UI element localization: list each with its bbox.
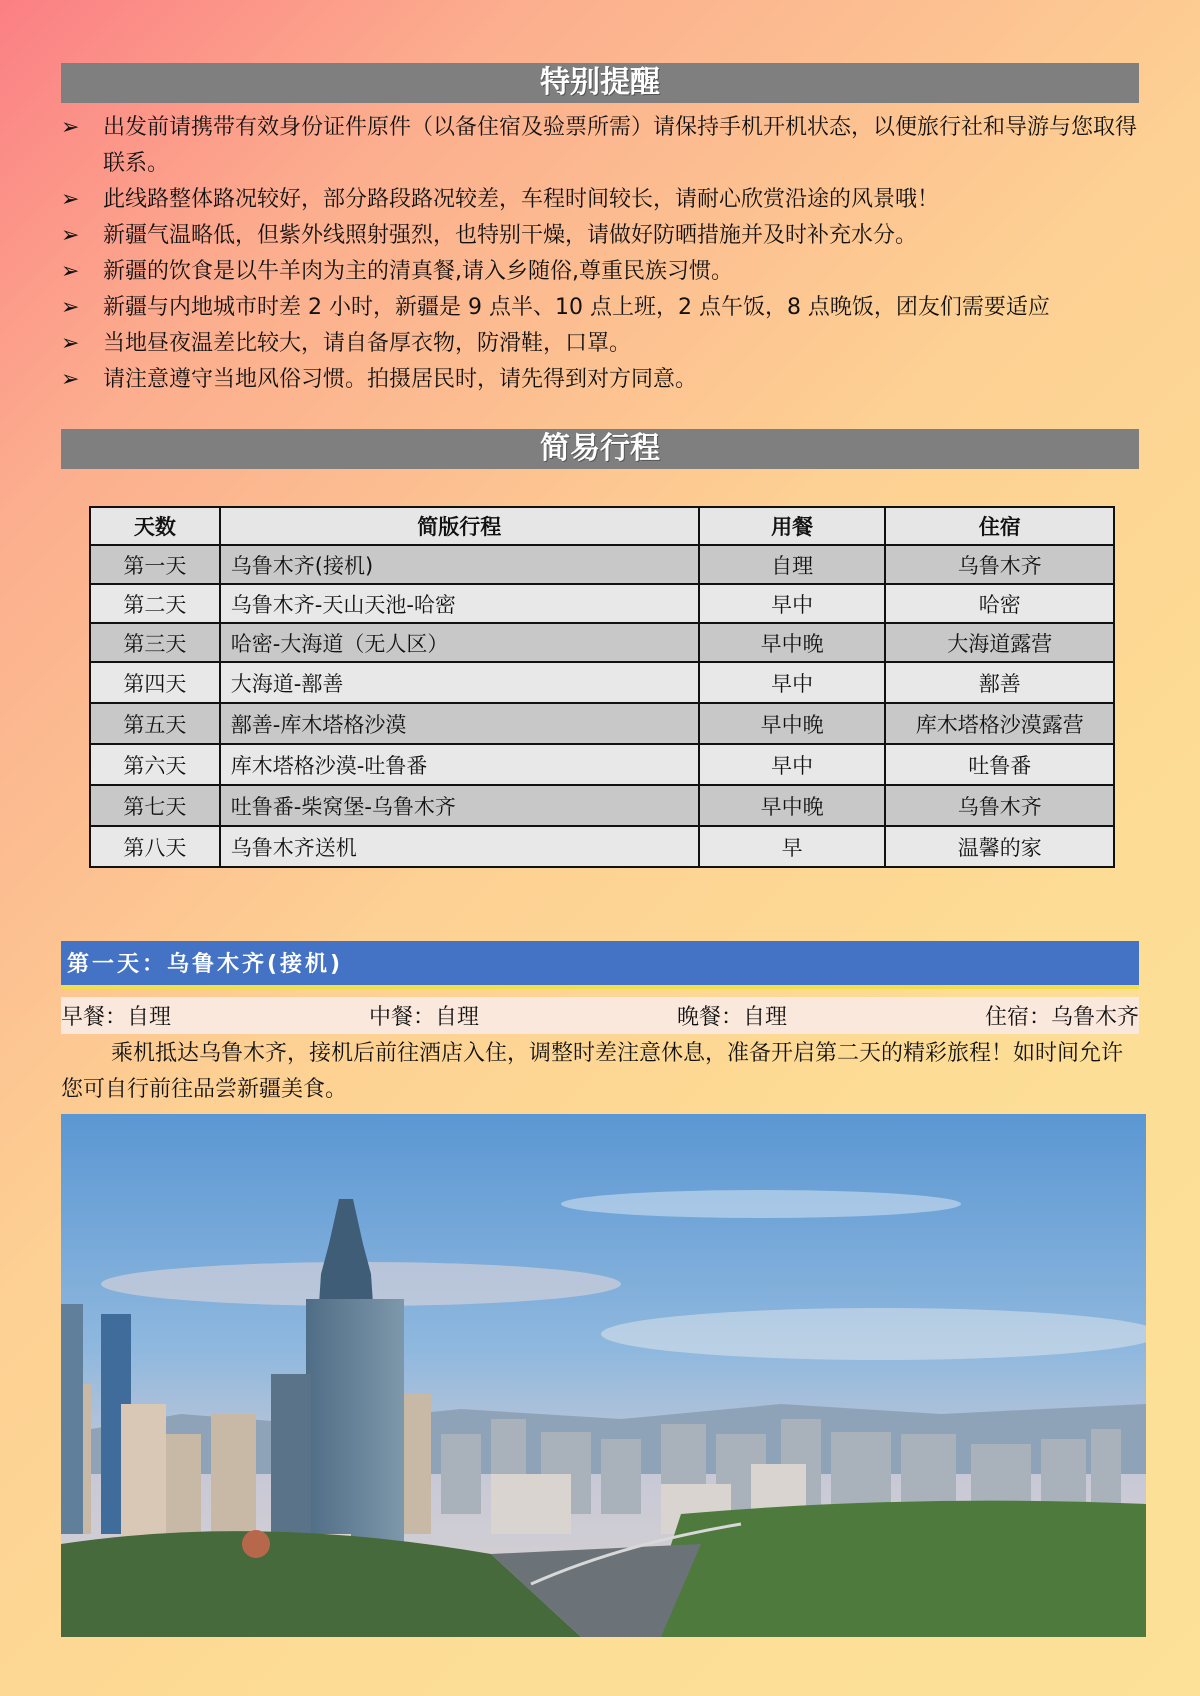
meal-value: 自理 <box>127 1005 172 1030</box>
itinerary-table <box>89 506 1115 868</box>
cell-day: 第二天 <box>90 584 220 623</box>
cell-meals: 早中 <box>699 662 886 703</box>
cell-meals: 自理 <box>699 545 886 584</box>
table-header-row <box>90 507 1114 545</box>
cell-hotel: 乌鲁木齐 <box>885 545 1114 584</box>
cell-hotel: 库木塔格沙漠露营 <box>885 703 1114 744</box>
cell-route: 乌鲁木齐(接机) <box>220 545 699 584</box>
arrow-bullet-icon: ➢ <box>61 223 80 248</box>
header-route: 简版行程 <box>220 507 699 545</box>
cell-hotel: 大海道露营 <box>885 623 1114 662</box>
table-row <box>90 584 1114 623</box>
cell-route: 乌鲁木齐-天山天池-哈密 <box>220 584 699 623</box>
cell-hotel: 鄯善 <box>885 662 1114 703</box>
day-one-title: 第一天：乌鲁木齐(接机) <box>61 941 1139 989</box>
header-hotel: 住宿 <box>885 507 1114 545</box>
cell-hotel: 温馨的家 <box>885 826 1114 867</box>
reminder-item <box>61 254 1139 290</box>
meal-info-bar <box>61 997 1139 1034</box>
cell-day: 第四天 <box>90 662 220 703</box>
cell-route: 乌鲁木齐送机 <box>220 826 699 867</box>
table-row <box>90 623 1114 662</box>
table-row <box>90 785 1114 826</box>
reminder-text: 此线路整体路况较好，部分路段路况较差，车程时间较长，请耐心欣赏沿途的风景哦！ <box>103 187 940 212</box>
reminder-item <box>61 326 1139 362</box>
cell-meals: 早 <box>699 826 886 867</box>
table-row <box>90 662 1114 703</box>
table-row <box>90 826 1114 867</box>
section-title-reminder: 特别提醒 <box>61 63 1139 103</box>
cell-day: 第八天 <box>90 826 220 867</box>
reminder-text: 新疆气温略低，但紫外线照射强烈，也特别干燥，请做好防晒措施并及时补充水分。 <box>103 223 918 248</box>
cell-route: 鄯善-库木塔格沙漠 <box>220 703 699 744</box>
meal-breakfast <box>61 1000 171 1031</box>
header-day: 天数 <box>90 507 220 545</box>
city-skyline-photo <box>61 1114 1146 1637</box>
meal-label: 中餐： <box>368 1005 435 1030</box>
reminder-text: 出发前请携带有效身份证件原件（以备住宿及验票所需）请保持手机开机状态，以便旅行社和导游与您取得联系。 <box>103 115 1138 176</box>
reminder-list <box>61 110 1139 398</box>
meal-lunch <box>369 1000 479 1031</box>
cell-hotel: 乌鲁木齐 <box>885 785 1114 826</box>
cell-hotel: 哈密 <box>885 584 1114 623</box>
reminder-item <box>61 362 1139 398</box>
reminder-item <box>61 218 1139 254</box>
cell-day: 第五天 <box>90 703 220 744</box>
cell-route: 大海道-鄯善 <box>220 662 699 703</box>
arrow-bullet-icon: ➢ <box>61 331 80 356</box>
header-meals: 用餐 <box>699 507 886 545</box>
table-row <box>90 545 1114 584</box>
reminder-item <box>61 110 1139 182</box>
cell-meals: 早中晚 <box>699 703 886 744</box>
cell-day: 第一天 <box>90 545 220 584</box>
arrow-bullet-icon: ➢ <box>61 367 80 392</box>
meal-hotel <box>985 1000 1139 1031</box>
table-row <box>90 703 1114 744</box>
cell-meals: 早中 <box>699 744 886 785</box>
cell-route: 库木塔格沙漠-吐鲁番 <box>220 744 699 785</box>
reminder-item <box>61 290 1139 326</box>
cell-meals: 早中晚 <box>699 785 886 826</box>
meal-value: 自理 <box>435 1005 480 1030</box>
cell-hotel: 吐鲁番 <box>885 744 1114 785</box>
meal-label: 住宿： <box>984 1005 1051 1030</box>
reminder-item <box>61 182 1139 218</box>
cell-day: 第三天 <box>90 623 220 662</box>
meal-label: 晚餐： <box>676 1005 743 1030</box>
reminder-text: 新疆的饮食是以牛羊肉为主的清真餐,请入乡随俗,尊重民族习惯。 <box>103 259 733 284</box>
meal-value: 自理 <box>742 1005 787 1030</box>
cell-day: 第七天 <box>90 785 220 826</box>
table-row <box>90 744 1114 785</box>
cell-route: 哈密-大海道（无人区） <box>220 623 699 662</box>
arrow-bullet-icon: ➢ <box>61 115 80 140</box>
cell-day: 第六天 <box>90 744 220 785</box>
reminder-text: 请注意遵守当地风俗习惯。拍摄居民时，请先得到对方同意。 <box>103 367 698 392</box>
arrow-bullet-icon: ➢ <box>61 187 80 212</box>
cell-meals: 早中 <box>699 584 886 623</box>
meal-dinner <box>677 1000 787 1031</box>
reminder-text: 新疆与内地城市时差 2 小时，新疆是 9 点半、10 点上班，2 点午饭，8 点晚饭，团友们需要适应 <box>103 295 1050 320</box>
arrow-bullet-icon: ➢ <box>61 259 80 284</box>
meal-label: 早餐： <box>61 1005 128 1030</box>
day-one-description: 乘机抵达乌鲁木齐，接机后前往酒店入住，调整时差注意休息，准备开启第二天的精彩旅程！如时间允许您可自行前往品尝新疆美食。 <box>61 1041 1124 1102</box>
cell-route: 吐鲁番-柴窝堡-乌鲁木齐 <box>220 785 699 826</box>
reminder-text: 当地昼夜温差比较大，请自备厚衣物，防滑鞋，口罩。 <box>103 331 632 356</box>
arrow-bullet-icon: ➢ <box>61 295 80 320</box>
meal-value: 乌鲁木齐 <box>1050 1005 1139 1030</box>
cell-meals: 早中晚 <box>699 623 886 662</box>
section-title-itinerary: 简易行程 <box>61 429 1139 469</box>
